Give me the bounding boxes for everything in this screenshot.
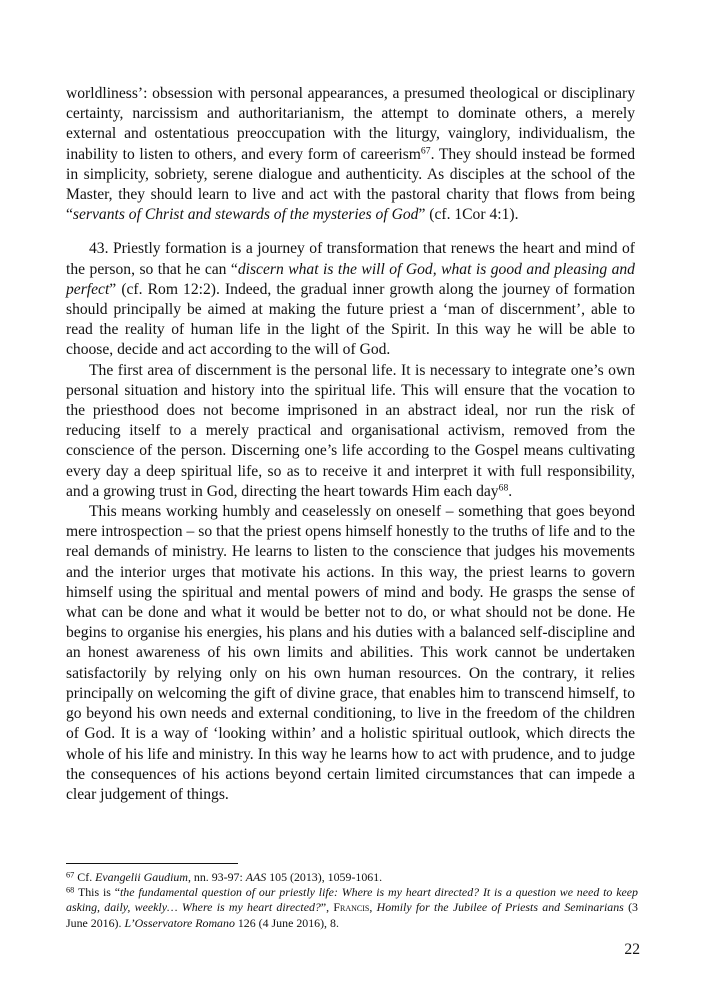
footnote-68 <box>66 885 638 931</box>
text-run: Francis <box>333 900 370 915</box>
text-run: . <box>508 482 513 500</box>
paragraph-worldliness <box>66 84 635 225</box>
paragraph-working-on-oneself <box>66 502 635 805</box>
text-run: The first area of discernment is the personal life. It is necessary to integrate one’s own personal situation and history into the spiritual life. This will ensure that the vocation to the priesthood does not become imprisoned in an abstract ideal, nor run the risk of reducing itself to a merely practical and organisational activism, removed from the conscience of the person. Discerning one’s life according to the Gospel means cultivating every day a deep spiritual life, so as to receive it and interpret it with full responsibility, and a growing trust in God, directing the heart towards Him each day <box>66 361 635 500</box>
paragraph-first-area-of-discernment <box>66 361 635 502</box>
footnote-divider <box>66 863 238 864</box>
footnote-reference: 67 <box>66 870 75 880</box>
text-run: 43. Priestly formation is a journey of transformation that renews the heart and mind of the person, so that he can “ <box>66 240 635 278</box>
text-run: 105 (2013), 1059-1061. <box>266 870 383 884</box>
body-text <box>66 84 635 805</box>
text-run: the fundamental question of our priestly life: Where is my heart directed? It is a question we need to keep asking, daily, weekly… Where is my heart directed? <box>66 885 638 915</box>
text-run: Homily for the Jubilee of Priests and Seminarians <box>376 900 624 915</box>
text-run: discern what is the will of God, what is good and pleasing and perfect <box>66 260 635 298</box>
text-run: , nn. 93-97: <box>187 870 246 884</box>
text-run: . They should instead be formed in simplicity, sobriety, serene dialogue and authenticity. As disciples at the school of the Master, they should learn to live and act with the pastoral charity that flows from being “ <box>66 145 635 224</box>
footnotes <box>66 870 638 931</box>
text-run: (3 June 2016). <box>66 900 638 930</box>
text-run: worldliness’: obsession with personal appearances, a presumed theological or disciplinary certainty, narcissism and authoritarianism, the attempt to dominate others, a merely external and ostentatious preoccupation with the liturgy, vainglory, individualism, the inability to listen to others, and every form of careerism <box>66 85 635 163</box>
text-run: ” (cf. 1Cor 4:1). <box>418 206 519 224</box>
text-run: ” (cf. Rom 12:2). Indeed, the gradual inner growth along the journey of formation should principally be aimed at making the future priest a ‘man of discernment’, able to read the reality of human life in the light of the Spirit. In this way he will be able to choose, decide and act according to the will of God. <box>66 280 635 359</box>
footnote-reference: 68 <box>66 885 75 895</box>
text-run: servants of Christ and stewards of the mysteries of God <box>72 206 419 224</box>
text-run: L’Osservatore Romano <box>124 915 235 930</box>
footnote-reference: 68 <box>498 482 509 494</box>
text-run: , <box>369 900 377 915</box>
footnote-reference: 67 <box>420 145 431 157</box>
text-run: This means working humbly and ceaselessly on oneself – something that goes beyond mere introspection – so that the priest opens himself honestly to the truths of life and to the real demands of ministry. He learns to listen to the conscience that judges his movements and the interior urges that motivate his actions. In this way, the priest learns to govern himself using the spiritual and mental powers of mind and body. He grasps the sense of what can be done and what it would be better not to do, or what should not be done. He begins to organise his energies, his plans and his duties with a balanced self-discipline and an honest awareness of his own limits and abilities. This work cannot be undertaken satisfactorily by relying only on his own human resources. On the contrary, it relies principally on welcoming the gift of divine grace, that enables him to transcend himself, to go beyond his own needs and external conditioning, to live in the freedom of the children of God. It is a way of ‘looking within’ and a holistic spiritual outlook, which directs the whole of his life and ministry. In this way he learns how to act with prudence, and to judge the consequences of his actions beyond certain limited circumstances that can impede a clear judgement of things. <box>66 503 635 803</box>
page-number: 22 <box>624 941 640 958</box>
text-run: This is “ <box>74 885 120 900</box>
paragraph-43-priestly-formation <box>66 239 635 360</box>
text-run: Cf. <box>74 870 96 884</box>
text-run: ”, <box>320 900 334 915</box>
text-run: Evangelii Gaudium <box>95 870 188 884</box>
footnote-67 <box>66 870 638 885</box>
text-run: AAS <box>245 870 267 884</box>
text-run: 126 (4 June 2016), 8. <box>234 915 339 930</box>
